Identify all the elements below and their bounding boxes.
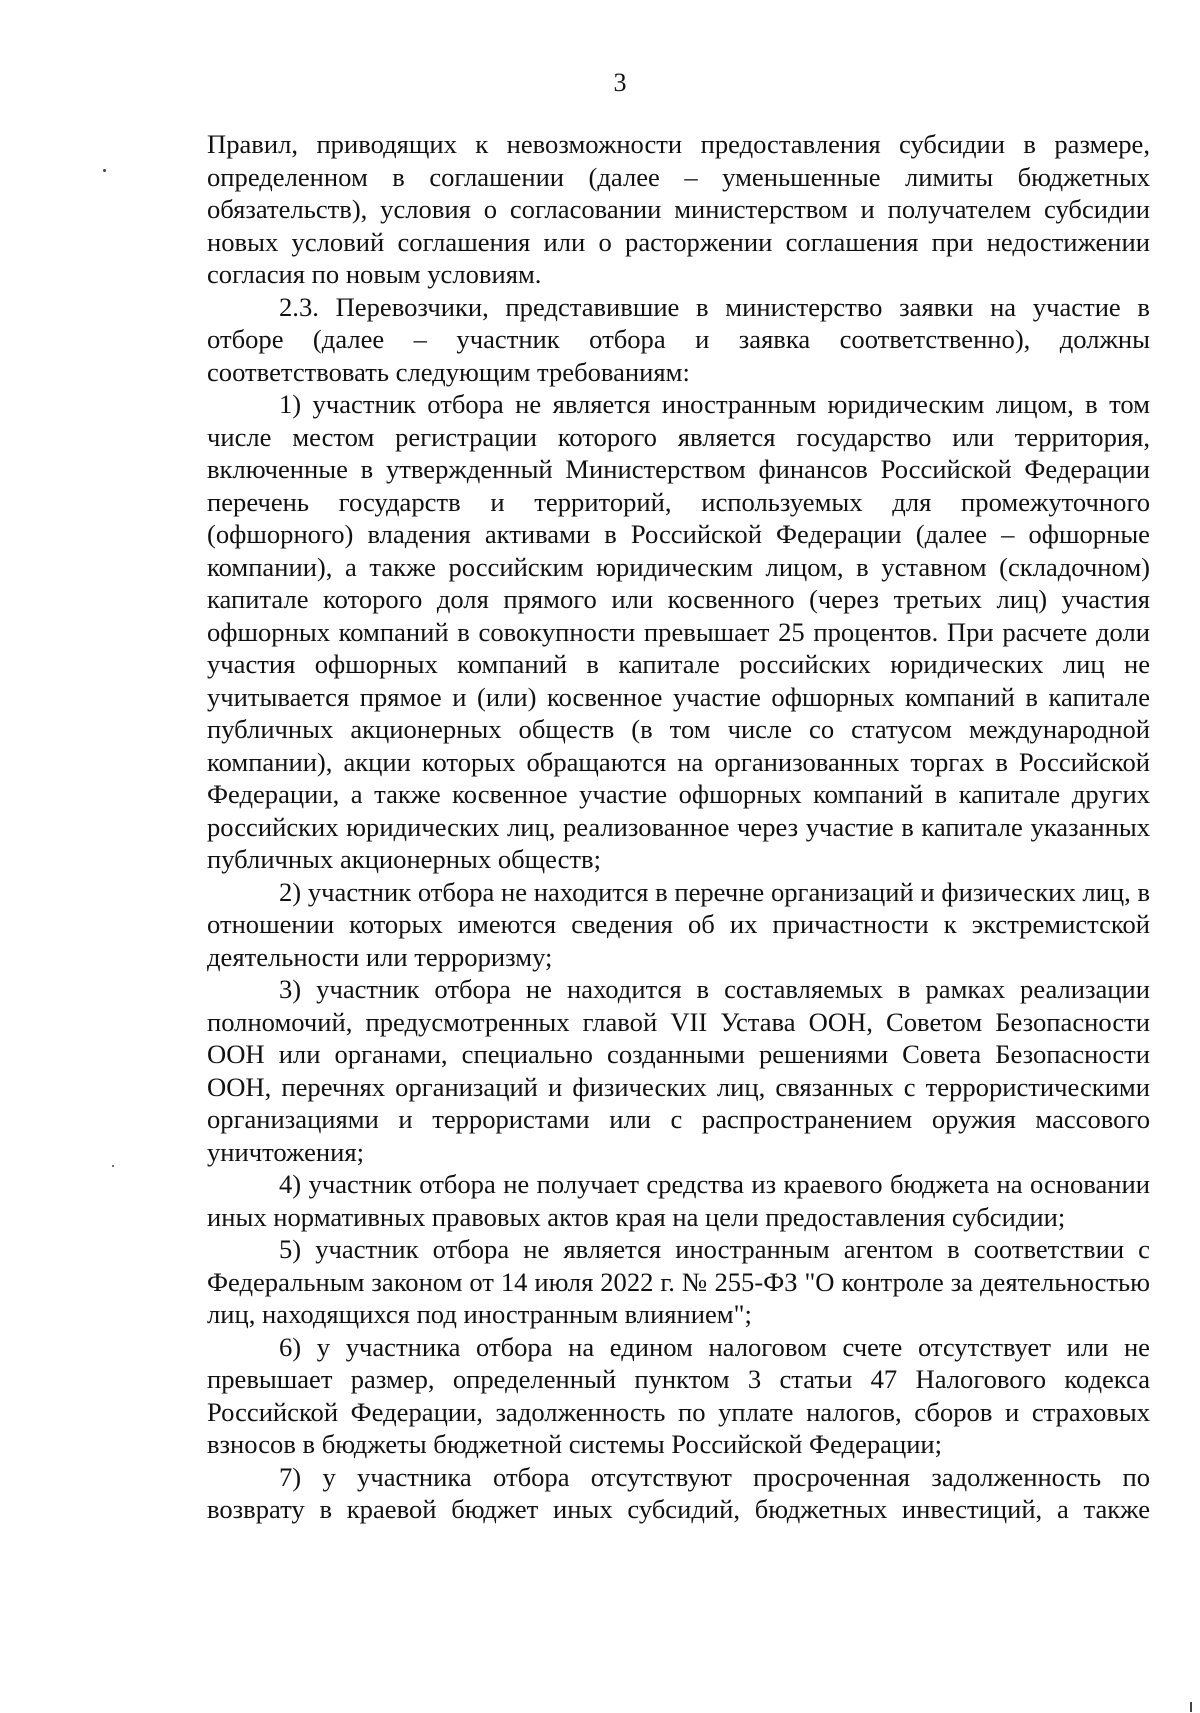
requirement-3: 3) участник отбора не находится в составляемых в рамках реализации полномочий, предусмотренных главой VII Устава ООН, Советом Безопасности ООН или органами, специально созданными решениями Совета Безопасности ООН, перечнях организаций и физических лиц, связанных с террористическими организациями и террористами или с распространением оружия массового уничтожения; [207, 974, 1150, 1167]
requirement-2: 2) участник отбора не находится в перечне организаций и физических лиц, в отношении которых имеются сведения об их причастности к экстремистской деятельности или терроризму; [207, 876, 1150, 972]
requirement-4: 4) участник отбора не получает средства из краевого бюджета на основании иных нормативных правовых актов края на цели предоставления субсидии; [207, 1169, 1150, 1232]
scan-speck [112, 1165, 114, 1167]
page-number: 3 [613, 68, 627, 97]
paragraph-continuation: Правил, приводящих к невозможности предоставления субсидии в размере, определенном в соглашении (далее – уменьшенные лимиты бюджетных обязательств), условия о согласовании министерством и получателем субсидии новых условий соглашения или о расторжении соглашения при недостижении согласия по новым условиям. [207, 129, 1150, 289]
document-body [207, 128, 1150, 1526]
requirement-1: 1) участник отбора не является иностранным юридическим лицом, в том числе местом регистрации которого является государство или территория, включенные в утвержденный Министерством финансов Российской Федерации перечень государств и территорий, используемых для промежуточного (офшорного) владения активами в Российской Федерации (далее – офшорные компании), а также российским юридическим лицом, в уставном (складочном) капитале которого доля прямого или косвенного (через третьих лиц) участия офшорных компаний в совокупности превышает 25 процентов. При расчете доли участия офшорных компаний в капитале российских юридических лиц не учитывается прямое и (или) косвенное участие офшорных компаний в капитале публичных акционерных обществ (в том числе со статусом международной компании), акции которых обращаются на организованных торгах в Российской Федерации, а также косвенное участие офшорных компаний в капитале других российских юридических лиц, реализованное через участие в капитале указанных публичных акционерных обществ; [207, 389, 1150, 874]
requirement-5: 5) участник отбора не является иностранным агентом в соответствии с Федеральным законом от 14 июля 2022 г. № 255-ФЗ "О контроле за деятельностью лиц, находящихся под иностранным влиянием"; [207, 1234, 1150, 1329]
requirement-6: 6) у участника отбора на едином налоговом счете отсутствует или не превышает размер, определенный пунктом 3 статьи 47 Налогового кодекса Российской Федерации, задолженность по уплате налогов, сборов и страховых взносов в бюджеты бюджетной системы Российской Федерации; [207, 1331, 1150, 1459]
scan-speck [1190, 1702, 1192, 1712]
requirement-7: 7) у участника отбора отсутствуют просроченная задолженность по возврату в краевой бюджет иных субсидий, бюджетных инвестиций, а также [207, 1461, 1150, 1524]
paragraph-2-3: 2.3. Перевозчики, представившие в министерство заявки на участие в отборе (далее – участник отбора и заявка соответственно), должны соответствовать следующим требованиям: [207, 291, 1150, 387]
scan-speck [103, 169, 106, 172]
